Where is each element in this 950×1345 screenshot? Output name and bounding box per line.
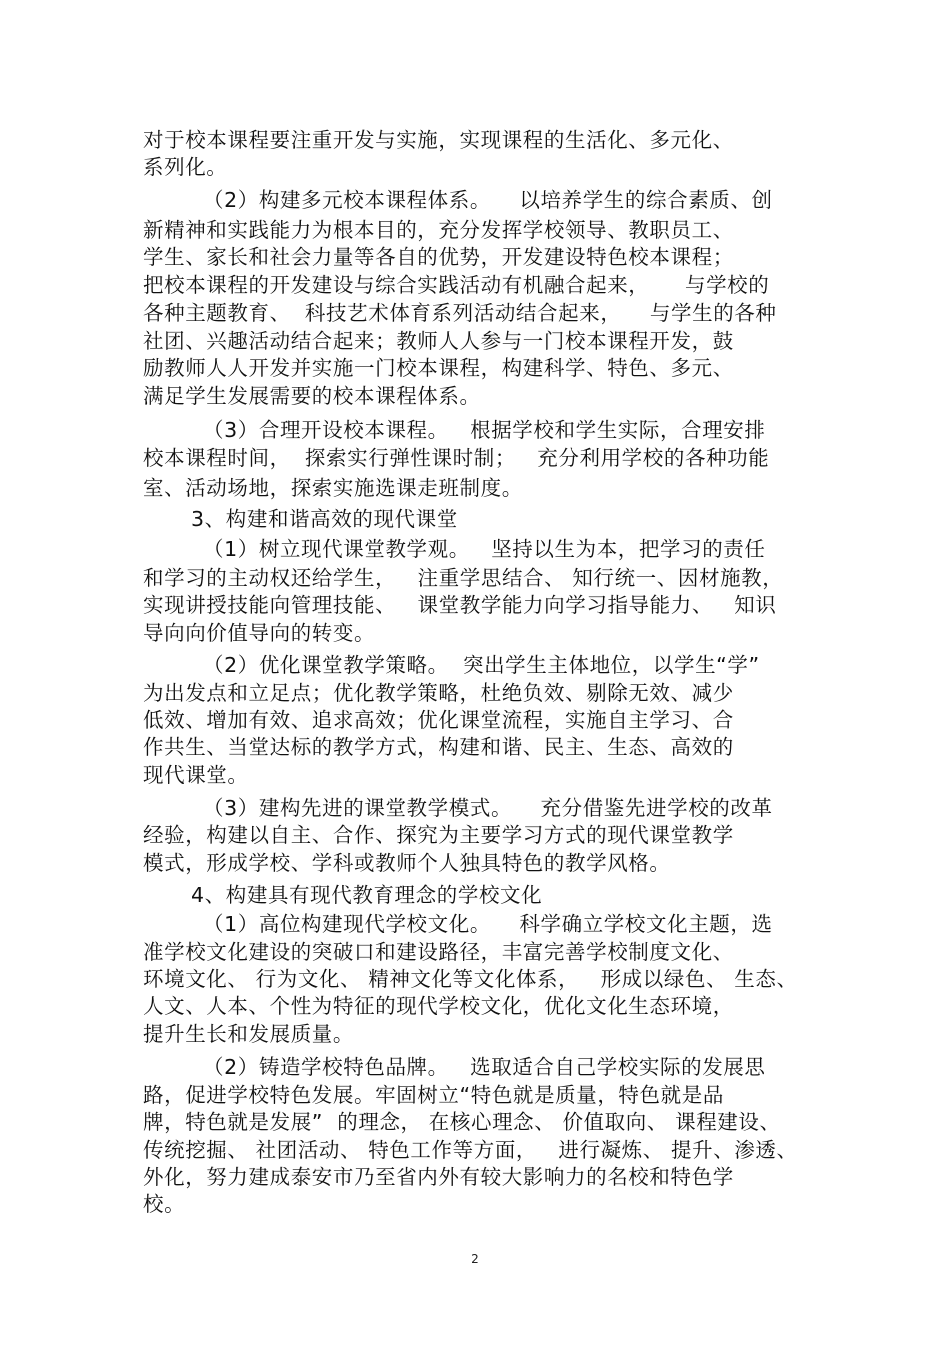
text-line: （2）构建多元校本课程体系。 以培养学生的综合素质、创 (203, 188, 773, 212)
text-line: 环境文化、 行为文化、 精神文化等文化体系， 形成以绿色、 生态、 (143, 967, 798, 991)
text-line: 校。 (143, 1192, 186, 1216)
text-line: 现代课堂。 (143, 763, 249, 787)
text-line: （3）建构先进的课堂教学模式。 充分借鉴先进学校的改革 (203, 796, 773, 820)
text-line: 导向向价值导向的转变。 (143, 621, 376, 645)
text-line: 为出发点和立足点；优化教学策略，杜绝负效、剔除无效、减少 (143, 681, 734, 705)
text-line: 经验，构建以自主、合作、探究为主要学习方式的现代课堂教学 (143, 823, 734, 847)
text-line: 准学校文化建设的突破口和建设路径，丰富完善学校制度文化、 (143, 940, 734, 964)
text-line: （3）合理开设校本课程。 根据学校和学生实际，合理安排 (203, 418, 766, 442)
page-number: 2 (471, 1252, 479, 1266)
text-line: 外化，努力建成泰安市乃至省内外有较大影响力的名校和特色学 (143, 1165, 734, 1189)
text-line: 人文、人本、个性为特征的现代学校文化，优化文化生态环境， (143, 994, 734, 1018)
text-line: 学生、家长和社会力量等各自的优势，开发建设特色校本课程； (143, 245, 734, 269)
text-line: 把校本课程的开发建设与综合实践活动有机融合起来， 与学校的 (143, 273, 770, 297)
text-line: 系列化。 (143, 155, 228, 179)
text-line: 室、活动场地，探索实施选课走班制度。 (143, 476, 523, 500)
text-line: 作共生、当堂达标的教学方式，构建和谐、民主、生态、高效的 (143, 735, 734, 759)
text-line: 满足学生发展需要的校本课程体系。 (143, 384, 481, 408)
text-line: 牌，特色就是发展” 的理念， 在核心理念、 价值取向、 课程建设、 (143, 1110, 781, 1134)
text-line: 校本课程时间， 探索实行弹性课时制； 充分利用学校的各种功能 (143, 446, 770, 470)
text-line: 对于校本课程要注重开发与实施，实现课程的生活化、多元化、 (143, 128, 734, 152)
text-line: 路，促进学校特色发展。牢固树立“特色就是质量，特色就是品 (143, 1083, 724, 1107)
text-line: （1）高位构建现代学校文化。 科学确立学校文化主题，选 (203, 912, 773, 936)
text-line: 传统挖掘、 社团活动、 特色工作等方面， 进行凝炼、 提升、渗透、 (143, 1138, 798, 1162)
text-line: （1）树立现代课堂教学观。 坚持以生为本，把学习的责任 (203, 537, 766, 561)
text-line: 3、构建和谐高效的现代课堂 (191, 507, 458, 531)
text-line: （2）优化课堂教学策略。 突出学生主体地位，以学生“学” (203, 653, 760, 677)
text-line: 新精神和实践能力为根本目的，充分发挥学校领导、教职员工、 (143, 218, 734, 242)
text-line: 低效、增加有效、追求高效；优化课堂流程，实施自主学习、合 (143, 708, 734, 732)
text-line: 和学习的主动权还给学生， 注重学思结合、 知行统一、因材施教， (143, 566, 784, 590)
text-line: （2）铸造学校特色品牌。 选取适合自己学校实际的发展思 (203, 1055, 766, 1079)
text-line: 模式，形成学校、学科或教师个人独具特色的教学风格。 (143, 851, 671, 875)
text-line: 社团、兴趣活动结合起来；教师人人参与一门校本课程开发，鼓 (143, 329, 734, 353)
text-line: 各种主题教育、 科技艺术体育系列活动结合起来， 与学生的各种 (143, 301, 777, 325)
text-line: 实现讲授技能向管理技能、 课堂教学能力向学习指导能力、 知识 (143, 593, 777, 617)
text-line: 提升生长和发展质量。 (143, 1022, 354, 1046)
text-line: 励教师人人开发并实施一门校本课程，构建科学、特色、多元、 (143, 356, 734, 380)
text-line: 4、构建具有现代教育理念的学校文化 (191, 883, 543, 907)
